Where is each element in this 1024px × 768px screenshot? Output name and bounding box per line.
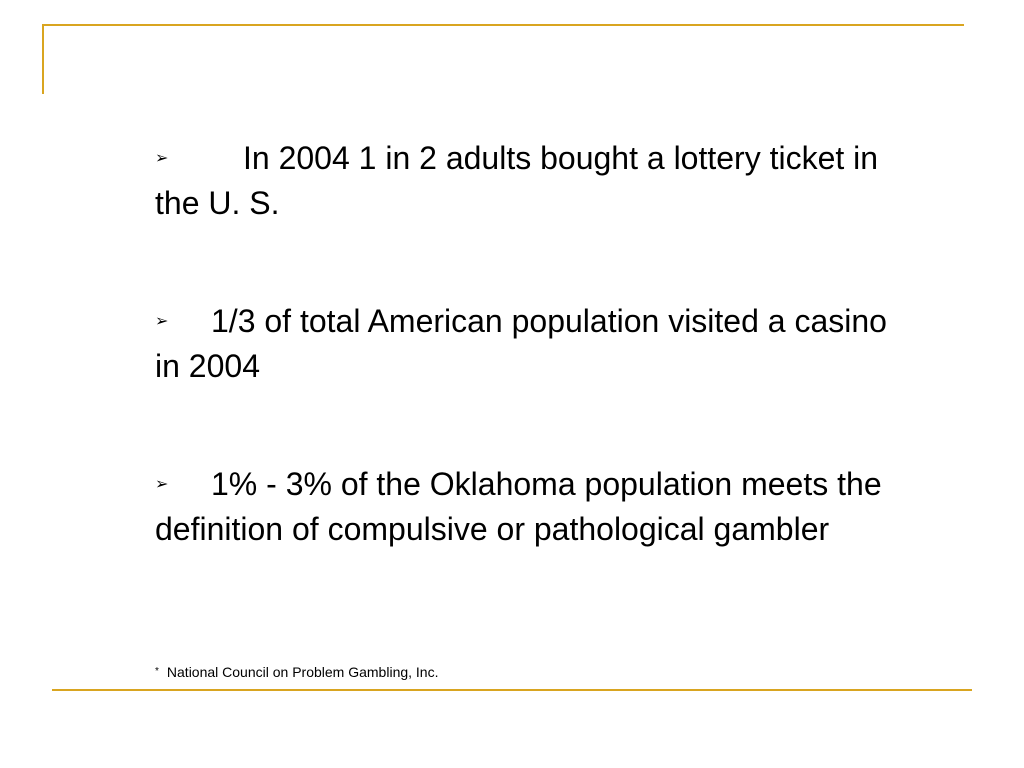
bottom-border-line: [52, 689, 972, 691]
bullet-item: [155, 462, 915, 552]
bullet-text: 1% - 3% of the Oklahoma population meets the definition of compulsive or pathological gambler: [155, 466, 882, 547]
top-border-line: [42, 24, 964, 26]
bullet-text: 1/3 of total American population visited a casino in 2004: [155, 303, 887, 384]
left-border-line: [42, 24, 44, 94]
footnote-marker: *: [155, 666, 159, 677]
bullet-item: [155, 136, 915, 226]
footnote-text: National Council on Problem Gambling, Inc.: [166, 664, 439, 680]
bullet-list: [155, 136, 915, 552]
arrow-bullet-icon: ➢: [155, 313, 169, 330]
footnote: [155, 662, 438, 682]
arrow-bullet-icon: ➢: [155, 476, 169, 493]
bullet-item: [155, 299, 915, 389]
bullet-text: In 2004 1 in 2 adults bought a lottery ticket in the U. S.: [155, 140, 879, 221]
arrow-bullet-icon: ➢: [155, 150, 169, 167]
